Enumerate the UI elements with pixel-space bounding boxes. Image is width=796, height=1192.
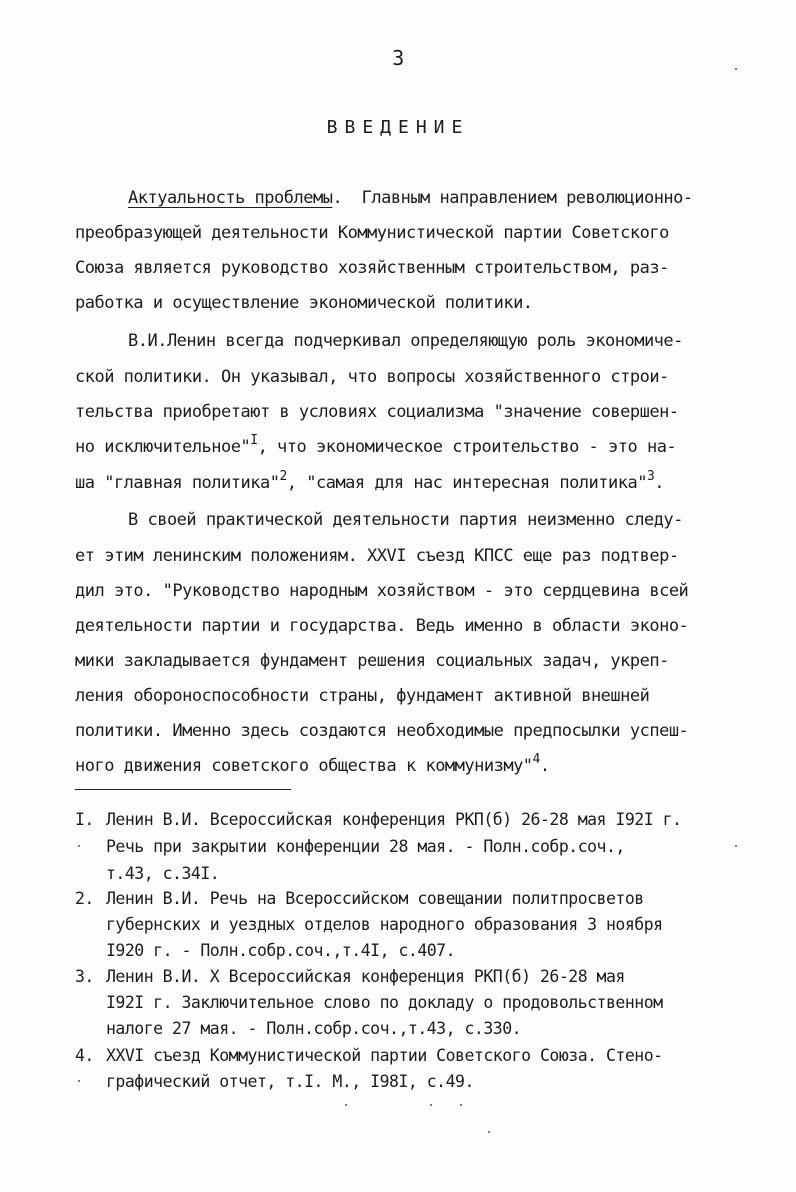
footnote-separator [75, 789, 291, 790]
footnote-3-line-1: Ленин В.И. X Всероссийская конференция РКП(б) 26-28 мая [106, 967, 625, 986]
paragraph-1-line-1 [128, 181, 693, 215]
paragraph-2-line-4 [75, 430, 676, 464]
paragraph-2-line-5 [75, 466, 664, 500]
footnote-ref-2: 2 [279, 469, 287, 484]
footnote-1-number: I. [75, 810, 94, 829]
scan-speck [735, 845, 737, 847]
footnote-1-line-3: т.43, с.34I. [106, 864, 220, 883]
sentence-end: . [654, 473, 665, 493]
paragraph-3-line-8 [75, 749, 550, 783]
sentence-end: . [539, 756, 550, 776]
footnote-2-line-2: губернских и уездных отделов народного образования 3 ноября [106, 915, 663, 934]
scan-speck [488, 1131, 490, 1133]
paragraph-3-line-6: ления обороноспособности страны, фундамент активной внешней [75, 686, 650, 706]
paragraph-1-line-2: преобразующей деятельности Коммунистической партии Советского [75, 223, 669, 243]
scan-speck [78, 845, 80, 847]
paragraph-2-line-2: ской политики. Он указывал, что вопросы хозяйственного строи- [75, 367, 669, 387]
paragraph-3-line-7: политики. Именно здесь создаются необходимые предпосылки успеш- [75, 721, 689, 741]
scan-speck [430, 1104, 432, 1106]
paragraph-1-line-3: Союза является руководство хозяйственным строительством, раз- [75, 258, 669, 278]
quote-continuation: , что экономическое строительство - это на- [257, 437, 677, 457]
footnote-ref-1: I [250, 433, 258, 448]
paragraph-3-line-5: мики закладывается фундамент решения социальных задач, укреп- [75, 651, 669, 671]
paragraph-1-first-text: . Главным направлением революционно- [332, 188, 693, 208]
quote-text: но исключительное" [75, 437, 251, 457]
scan-speck [345, 1104, 347, 1106]
footnote-ref-4: 4 [532, 752, 540, 767]
paragraph-3-line-2: ет этим ленинским положениям. XXVI съезд КПСС еще раз подтвер- [75, 546, 679, 566]
footnote-4-number: 4. [75, 1046, 94, 1065]
quote-text: , "самая для нас интересная политика" [286, 473, 647, 493]
footnote-ref-3: 3 [646, 469, 655, 484]
topic-label: Актуальность проблемы [128, 188, 333, 208]
footnote-3-line-2: I92I г. Заключительное слово по докладу о продовольственном [106, 993, 663, 1012]
paragraph-3-line-4: деятельности партии и государства. Ведь именно в области эконо- [75, 616, 689, 636]
paragraph-2-line-3: тельства приобретают в условиях социализма "значение совершен- [75, 402, 679, 422]
footnote-2-number: 2. [75, 889, 94, 908]
footnote-4-line-1: XXVI съезд Коммунистической партии Советского Союза. Стено- [106, 1046, 663, 1065]
paragraph-2-line-1: В.И.Ленин всегда подчеркивал определяющую роль экономиче- [128, 331, 683, 351]
paragraph-3-line-3: дил это. "Руководство народным хозяйством - это сердцевина всей [75, 581, 689, 601]
footnote-3-number: 3. [75, 967, 94, 986]
footnote-3-line-3: налоге 27 мая. - Полн.собр.соч.,т.43, с.330. [106, 1019, 522, 1038]
footnote-2-line-1: Ленин В.И. Речь на Всероссийском совещании политпросветов [106, 889, 644, 908]
footnote-4-line-2: графический отчет, т.I. М., I98I, с.49. [106, 1072, 474, 1091]
footnote-2-line-3: I920 г. - Полн.собр.соч.,т.4I, с.407. [106, 941, 456, 960]
quote-text: ша "главная политика" [75, 473, 280, 493]
paragraph-1-line-4: работка и осуществление экономической политики. [75, 293, 533, 313]
section-heading: ВВЕДЕНИЕ [326, 117, 470, 138]
scan-speck [460, 1104, 462, 1106]
paragraph-3-line-1: В своей практической деятельности партия неизменно следу- [128, 510, 683, 530]
footnote-1-line-1: Ленин В.И. Всероссийская конференция РКП(б) 26-28 мая I92I г. [106, 810, 682, 829]
scan-speck [78, 1080, 80, 1082]
footnote-1-line-2: Речь при закрытии конференции 28 мая. - Полн.собр.соч., [106, 837, 625, 856]
scan-speck [735, 68, 737, 70]
quote-text: ного движения советского общества к коммунизму" [75, 756, 533, 776]
page-number: 3 [392, 46, 404, 70]
